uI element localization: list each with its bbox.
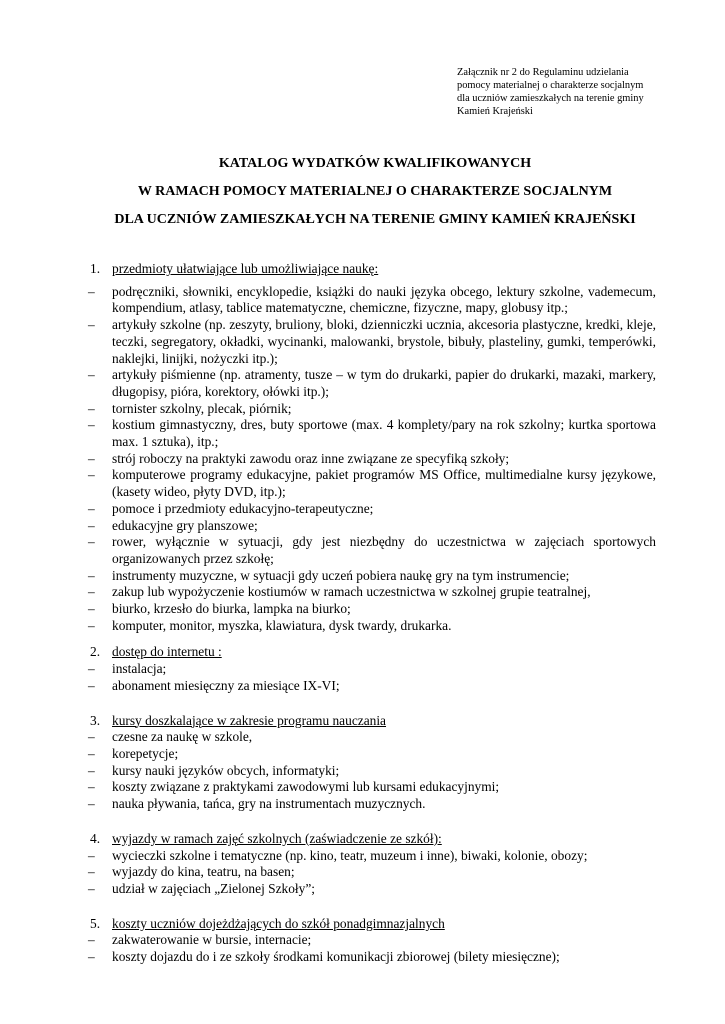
dash-bullet: – — [88, 932, 95, 948]
dash-bullet: – — [88, 601, 95, 617]
list-item — [90, 932, 656, 949]
list-item — [90, 501, 656, 518]
list-item — [90, 417, 656, 450]
section-3 — [90, 713, 656, 813]
list-item — [90, 881, 656, 898]
item-list — [90, 729, 656, 813]
item-text: abonament miesięczny za miesiące IX-VI; — [112, 677, 340, 693]
dash-bullet: – — [88, 677, 95, 693]
list-item — [90, 763, 656, 780]
dash-bullet: – — [88, 467, 95, 483]
item-text: zakwaterowanie w bursie, internacie; — [112, 932, 312, 948]
dash-bullet: – — [88, 880, 95, 896]
item-text: nauka pływania, tańca, gry na instrumentach muzycznych. — [112, 796, 426, 812]
section-4 — [90, 831, 656, 898]
item-text: komputer, monitor, myszka, klawiatura, dysk twardy, drukarka. — [112, 617, 452, 633]
section-2 — [90, 644, 656, 694]
list-item — [90, 746, 656, 763]
annex-note — [457, 66, 697, 118]
dash-bullet: – — [88, 745, 95, 761]
section-heading — [90, 261, 656, 278]
item-text: artykuły szkolne (np. zeszyty, bruliony, bloki, dzienniczki ucznia, akcesoria plastyczne, kredki, kleje, teczki, segregatory, okładki, wycinanki, malowanki, brystole, bibuły, plasteliny, gumki, temperówki, naklejki, linijki, nożyczki itp.); — [112, 317, 656, 366]
item-text: czesne za naukę w szkole, — [112, 729, 253, 745]
annex-line: Kamień Krajeński — [457, 106, 533, 117]
title-line: KATALOG WYDATKÓW KWALIFIKOWANYCH — [218, 156, 532, 171]
list-item — [90, 796, 656, 813]
item-text: koszty związane z praktykami zawodowymi lub kursami edukacyjnymi; — [112, 779, 500, 795]
dash-bullet: – — [88, 949, 95, 965]
list-item — [90, 729, 656, 746]
list-item — [90, 678, 656, 695]
item-list — [90, 932, 656, 965]
list-item — [90, 949, 656, 966]
list-item — [90, 401, 656, 418]
item-list — [90, 848, 656, 898]
section-heading — [90, 644, 656, 661]
list-item — [90, 864, 656, 881]
dash-bullet: – — [88, 517, 95, 533]
dash-bullet: – — [88, 762, 95, 778]
list-item — [90, 467, 656, 500]
item-text: biurko, krzesło do biurka, lampka na biurko; — [112, 601, 351, 617]
catalog-content — [90, 261, 656, 966]
section-number: 3. — [90, 712, 101, 728]
item-text: wycieczki szkolne i tematyczne (np. kino, teatr, muzeum i inne), biwaki, kolonie, obozy; — [112, 847, 588, 863]
dash-bullet: – — [88, 534, 95, 550]
item-text: tornister szkolny, plecak, piórnik; — [112, 400, 292, 416]
section-label: dostęp do internetu : — [112, 644, 222, 660]
item-text: podręczniki, słowniki, encyklopedie, książki do nauki języka obcego, lektury szkolne, vademecum, kompendium, atlasy, tablice matematyczne, chemiczne, fizyczne, mapy, globusy itp.; — [112, 283, 656, 316]
section-number: 1. — [90, 261, 101, 276]
item-text: artykuły piśmienne (np. atramenty, tusze – w tym do drukarki, papier do drukarki, mazaki, markery, długopisy, pióra, korektory, ołówki itp.); — [112, 367, 656, 399]
dash-bullet: – — [88, 450, 95, 466]
document-title — [60, 150, 690, 234]
list-item — [90, 601, 656, 618]
item-text: zakup lub wypożyczenie kostiumów w ramach uczestnictwa w szkolnej grupie teatralnej, — [112, 584, 591, 600]
section-number: 5. — [90, 915, 101, 931]
item-text: pomoce i przedmioty edukacyjno-terapeutyczne; — [112, 500, 374, 516]
item-text: edukacyjne gry planszowe; — [112, 517, 258, 533]
list-item — [90, 848, 656, 865]
section-1 — [90, 261, 656, 634]
item-list — [90, 661, 656, 694]
section-5 — [90, 916, 656, 966]
dash-bullet: – — [88, 417, 95, 433]
dash-bullet: – — [88, 317, 95, 333]
dash-bullet: – — [88, 400, 95, 416]
dash-bullet: – — [88, 661, 95, 677]
list-item — [90, 367, 656, 400]
dash-bullet: – — [88, 617, 95, 633]
list-item — [90, 451, 656, 468]
title-line: W RAMACH POMOCY MATERIALNEJ O CHARAKTERZE SOCJALNYM — [137, 184, 613, 199]
dash-bullet: – — [88, 283, 95, 299]
annex-line: dla uczniów zamieszkałych na terenie gminy — [457, 93, 644, 104]
list-item — [90, 284, 656, 317]
item-text: instrumenty muzyczne, w sytuacji gdy uczeń pobiera naukę gry na tym instrumencie; — [112, 567, 570, 583]
list-item — [90, 518, 656, 535]
item-list — [90, 284, 656, 635]
section-heading — [90, 831, 656, 848]
list-item — [90, 534, 656, 567]
section-heading — [90, 713, 656, 730]
item-text: instalacja; — [112, 661, 167, 677]
list-item — [90, 568, 656, 585]
section-label: kursy doszkalające w zakresie programu nauczania — [112, 712, 387, 728]
dash-bullet: – — [88, 779, 95, 795]
dash-bullet: – — [88, 847, 95, 863]
item-text: kostium gimnastyczny, dres, buty sportowe (max. 4 komplety/pary na rok szkolny; kurtka sportowa max. 1 sztuka), itp.; — [112, 417, 656, 450]
item-text: komputerowe programy edukacyjne, pakiet programów MS Office, multimedialne kursy językowe, (kasety wideo, płyty DVD, itp.); — [112, 467, 656, 500]
dash-bullet: – — [88, 584, 95, 600]
item-text: rower, wyłącznie w sytuacji, gdy jest niezbędny do uczestnictwa w zajęciach sportowych organizowanych przez szkołę; — [112, 534, 656, 566]
list-item — [90, 661, 656, 678]
title-line: DLA UCZNIÓW ZAMIESZKAŁYCH NA TERENIE GMINY KAMIEŃ KRAJEŃSKI — [114, 212, 636, 227]
section-label: koszty uczniów dojeżdżających do szkół ponadgimnazjalnych — [112, 915, 445, 931]
dash-bullet: – — [88, 796, 95, 812]
item-text: strój roboczy na praktyki zawodu oraz inne związane ze specyfiką szkoły; — [112, 450, 510, 466]
list-item — [90, 584, 656, 601]
dash-bullet: – — [88, 567, 95, 583]
section-number: 2. — [90, 644, 101, 660]
list-item — [90, 317, 656, 367]
dash-bullet: – — [88, 729, 95, 745]
section-label: przedmioty ułatwiające lub umożliwiające naukę: — [112, 261, 379, 276]
item-text: udział w zajęciach „Zielonej Szkoły”; — [112, 880, 315, 896]
item-text: kursy nauki języków obcych, informatyki; — [112, 762, 340, 778]
item-text: koszty dojazdu do i ze szkoły środkami komunikacji zbiorowej (bilety miesięczne); — [112, 949, 560, 965]
list-item — [90, 618, 656, 635]
list-item — [90, 779, 656, 796]
section-label: wyjazdy w ramach zajęć szkolnych (zaświadczenie ze szkół): — [112, 830, 442, 846]
dash-bullet: – — [88, 864, 95, 880]
annex-line: Załącznik nr 2 do Regulaminu udzielania — [457, 67, 629, 78]
dash-bullet: – — [88, 367, 95, 383]
annex-line: pomocy materialnej o charakterze socjalnym — [457, 80, 644, 91]
item-text: wyjazdy do kina, teatru, na basen; — [112, 864, 295, 880]
dash-bullet: – — [88, 500, 95, 516]
section-heading — [90, 916, 656, 933]
section-number: 4. — [90, 830, 101, 846]
item-text: korepetycje; — [112, 745, 179, 761]
